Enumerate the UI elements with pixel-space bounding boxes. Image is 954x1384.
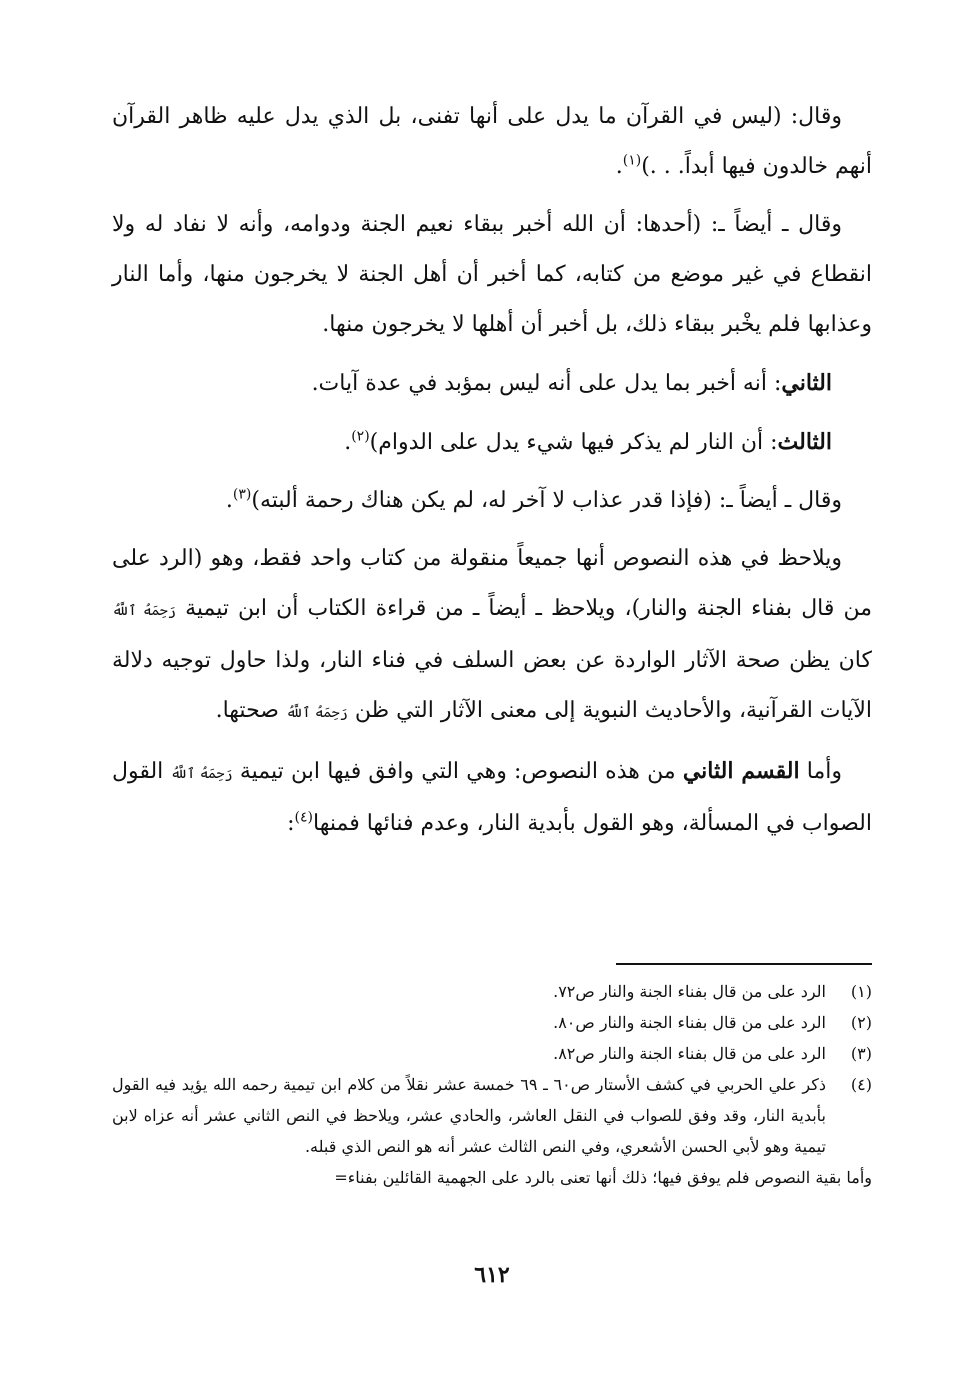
- footnote-continuation: وأما بقية النصوص فلم يوفق فيها؛ ذلك أنها تعنى بالرد على الجهمية القائلين بفناء=: [334, 1168, 872, 1187]
- paragraph-text: ويلاحظ في هذه النصوص أنها جميعاً منقولة من كتاب واحد فقط، وهو (الرد على من قال بفناء الجنة والنار)، ويلاحظ ـ أيضاً ـ من قراءة الكتاب أن ابن تيمية: [112, 546, 873, 621]
- punctuation: .: [615, 154, 623, 179]
- paragraph-text: وقال: (ليس في القرآن ما يدل على أنها تفنى، بل الذي يدل عليه ظاهر القرآن أنهم خالدون فيها أبداً. . .): [112, 104, 872, 179]
- footnote-number: (٣): [850, 1044, 872, 1063]
- paragraph-text: وأما: [806, 759, 843, 784]
- footnote-number: (٢): [850, 1013, 872, 1032]
- footnotes: [112, 976, 872, 1193]
- footnote-text: الرد على من قال بفناء الجنة والنار ص٨٢.: [553, 1044, 826, 1063]
- footnote-number: (١): [850, 982, 872, 1001]
- honorific-phrase: رَحِمَهُ ٱللَّهُ: [285, 705, 348, 721]
- footnote-ref-4: (٤): [294, 809, 314, 826]
- punctuation: :: [287, 811, 295, 836]
- footnote-ref-2: (٢): [351, 428, 370, 445]
- footnote-divider: [616, 963, 872, 965]
- main-text: [112, 92, 872, 849]
- lead-word: الثالث: [777, 429, 832, 455]
- footnote-ref-3: (٣): [232, 486, 252, 503]
- paragraph-text: وقال ـ أيضاً ـ: (أحدها: أن الله أخبر ببقاء نعيم الجنة ودوامه، وأنه لا نفاد له ولا انقطاع في غير موضع من كتابه، كما أخبر أن أهل الجنة لا يخرجون منها، وأما النار وعذابها فلم يخْبر ببقاء ذلك، بل أخبر أن أهلها لا يخرجون منها.: [112, 212, 872, 337]
- paragraph-text: صحتها.: [215, 698, 279, 723]
- paragraph-text: كان يظن صحة الآثار الواردة عن بعض السلف في فناء النار، ولذا حاول توجيه دلالة الآيات القرآنية، والأحاديث النبوية إلى معنى الآثار التي ظن: [112, 648, 872, 723]
- paragraph-quote-2: [112, 200, 872, 350]
- paragraph-text: القول الصواب في المسألة، وهو القول بأبدية النار، وعدم فنائها فمنها: [112, 759, 872, 836]
- paragraph-quote-3: [112, 476, 872, 526]
- lead-word: الثاني: [781, 370, 832, 396]
- paragraph-third-point: [112, 417, 872, 468]
- page-number: ٦١٢: [474, 1262, 510, 1288]
- paragraph-text: من هذه النصوص: وهي التي وافق فيها ابن تيمية: [239, 759, 676, 784]
- footnote-2: [112, 1007, 872, 1038]
- footnote-text: ذكر علي الحربي في كشف الأستار ص٦٠ ـ ٦٩ خمسة عشر نقلاً من كلام ابن تيمية رحمه الله يؤيد فيه القول بأبدية النار، وقد وفق للصواب في النقل العاشر، والحادي عشر، ويلاحظ في النص الثاني عشر أنه عزاه لابن تيمية وهو لأبي الحسن الأشعري، وفي النص الثالث عشر أنه هو النص الذي قبله.: [112, 1075, 826, 1156]
- punctuation: .: [225, 488, 233, 513]
- lead-phrase: القسم الثاني: [682, 758, 800, 784]
- paragraph-observation: [112, 534, 872, 738]
- paragraph-text: : أن النار لم يذكر فيها شيء يدل على الدوام): [369, 430, 778, 455]
- footnote-4: [112, 1069, 872, 1162]
- paragraph-text: وقال ـ أيضاً ـ: (فإذا قدر عذاب لا آخر له، لم يكن هناك رحمة ألبته): [251, 488, 842, 513]
- paragraph-second-point: [112, 358, 872, 409]
- punctuation: .: [344, 430, 352, 455]
- honorific-phrase: رَحِمَهُ ٱللَّهُ: [112, 603, 176, 619]
- paragraph-quote-1: [112, 92, 872, 192]
- footnote-ref-1: (١): [622, 152, 642, 169]
- book-page: [112, 92, 872, 1332]
- honorific-phrase: رَحِمَهُ ٱللَّهُ: [170, 766, 233, 782]
- footnote-1: [112, 976, 872, 1007]
- footnote-number: (٤): [850, 1075, 872, 1094]
- footnote-3: [112, 1038, 872, 1069]
- footnote-text: الرد على من قال بفناء الجنة والنار ص٨٠.: [553, 1013, 826, 1032]
- footnote-text: الرد على من قال بفناء الجنة والنار ص٧٢.: [553, 982, 826, 1001]
- paragraph-second-section: [112, 746, 872, 849]
- paragraph-text: : أنه أخبر بما يدل على أنه ليس بمؤبد في عدة آيات.: [311, 371, 782, 396]
